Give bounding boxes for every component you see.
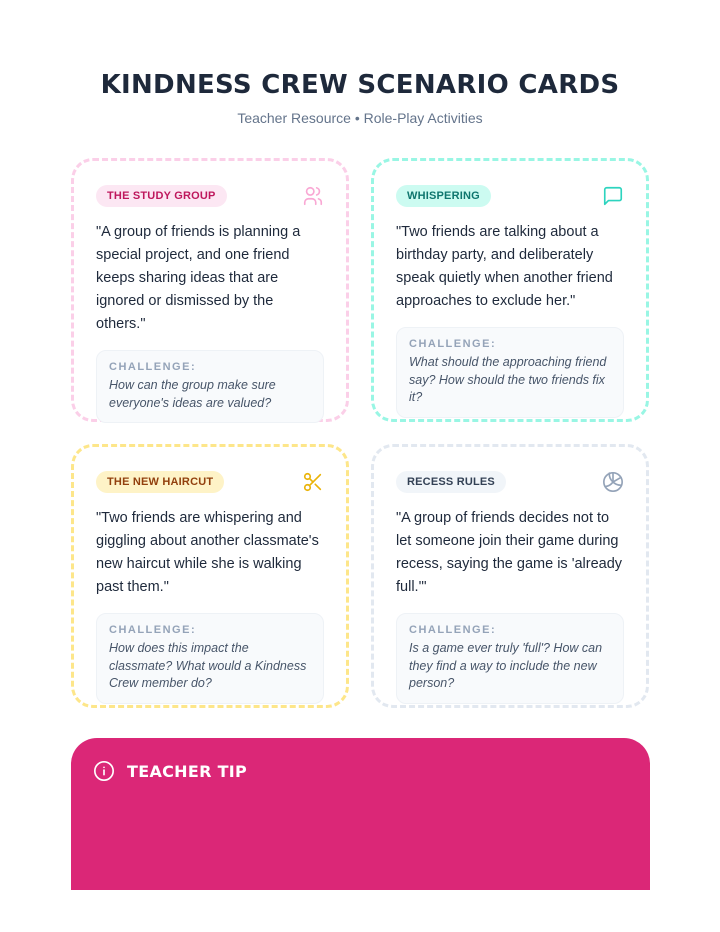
card-tag: RECESS RULES (396, 471, 506, 493)
challenge-box (396, 613, 624, 704)
scenario-card-new-haircut (71, 444, 349, 708)
page-header (0, 70, 720, 126)
card-tag: THE NEW HAIRCUT (96, 471, 224, 493)
scenario-card-recess-rules (371, 444, 649, 708)
scenario-quote: "A group of friends decides not to let someone join their game during recess, saying the game is 'already full.'" (396, 510, 623, 595)
users-icon (302, 185, 324, 207)
scenario-quote: "Two friends are whispering and giggling about another classmate's new haircut while she is walking past them." (96, 510, 319, 595)
challenge-label: CHALLENGE: (409, 624, 497, 636)
scenario-quote: "A group of friends is planning a special project, and one friend keeps sharing ideas that are ignored or dismissed by the others." (96, 224, 301, 332)
volleyball-icon (602, 471, 624, 493)
challenge-box (96, 613, 324, 704)
challenge-box (396, 327, 624, 418)
teacher-tip-panel (71, 738, 650, 890)
teacher-tip-title: TEACHER TIP (127, 761, 248, 781)
challenge-box (96, 350, 324, 423)
card-tag: WHISPERING (396, 185, 491, 207)
challenge-text: How can the group make sure everyone's ideas are valued? (109, 378, 276, 410)
scenario-card-study-group (71, 158, 349, 422)
message-square-icon (602, 185, 624, 207)
page-subtitle: Teacher Resource • Role-Play Activities (237, 110, 483, 126)
scenario-quote: "Two friends are talking about a birthday party, and deliberately speak quietly when another friend approaches to exclude her." (396, 224, 613, 309)
challenge-text: What should the approaching friend say? How should the two friends fix it? (409, 355, 607, 404)
challenge-text: How does this impact the classmate? What would a Kindness Crew member do? (109, 641, 307, 690)
scenario-card-whispering (371, 158, 649, 422)
card-tag: THE STUDY GROUP (96, 185, 227, 207)
scissors-icon (302, 471, 324, 493)
challenge-label: CHALLENGE: (109, 624, 197, 636)
info-icon (93, 760, 115, 782)
challenge-text: Is a game ever truly 'full'? How can they find a way to include the new person? (409, 641, 603, 690)
page-title: KINDNESS CREW SCENARIO CARDS (100, 70, 620, 100)
challenge-label: CHALLENGE: (409, 338, 497, 350)
challenge-label: CHALLENGE: (109, 361, 197, 373)
